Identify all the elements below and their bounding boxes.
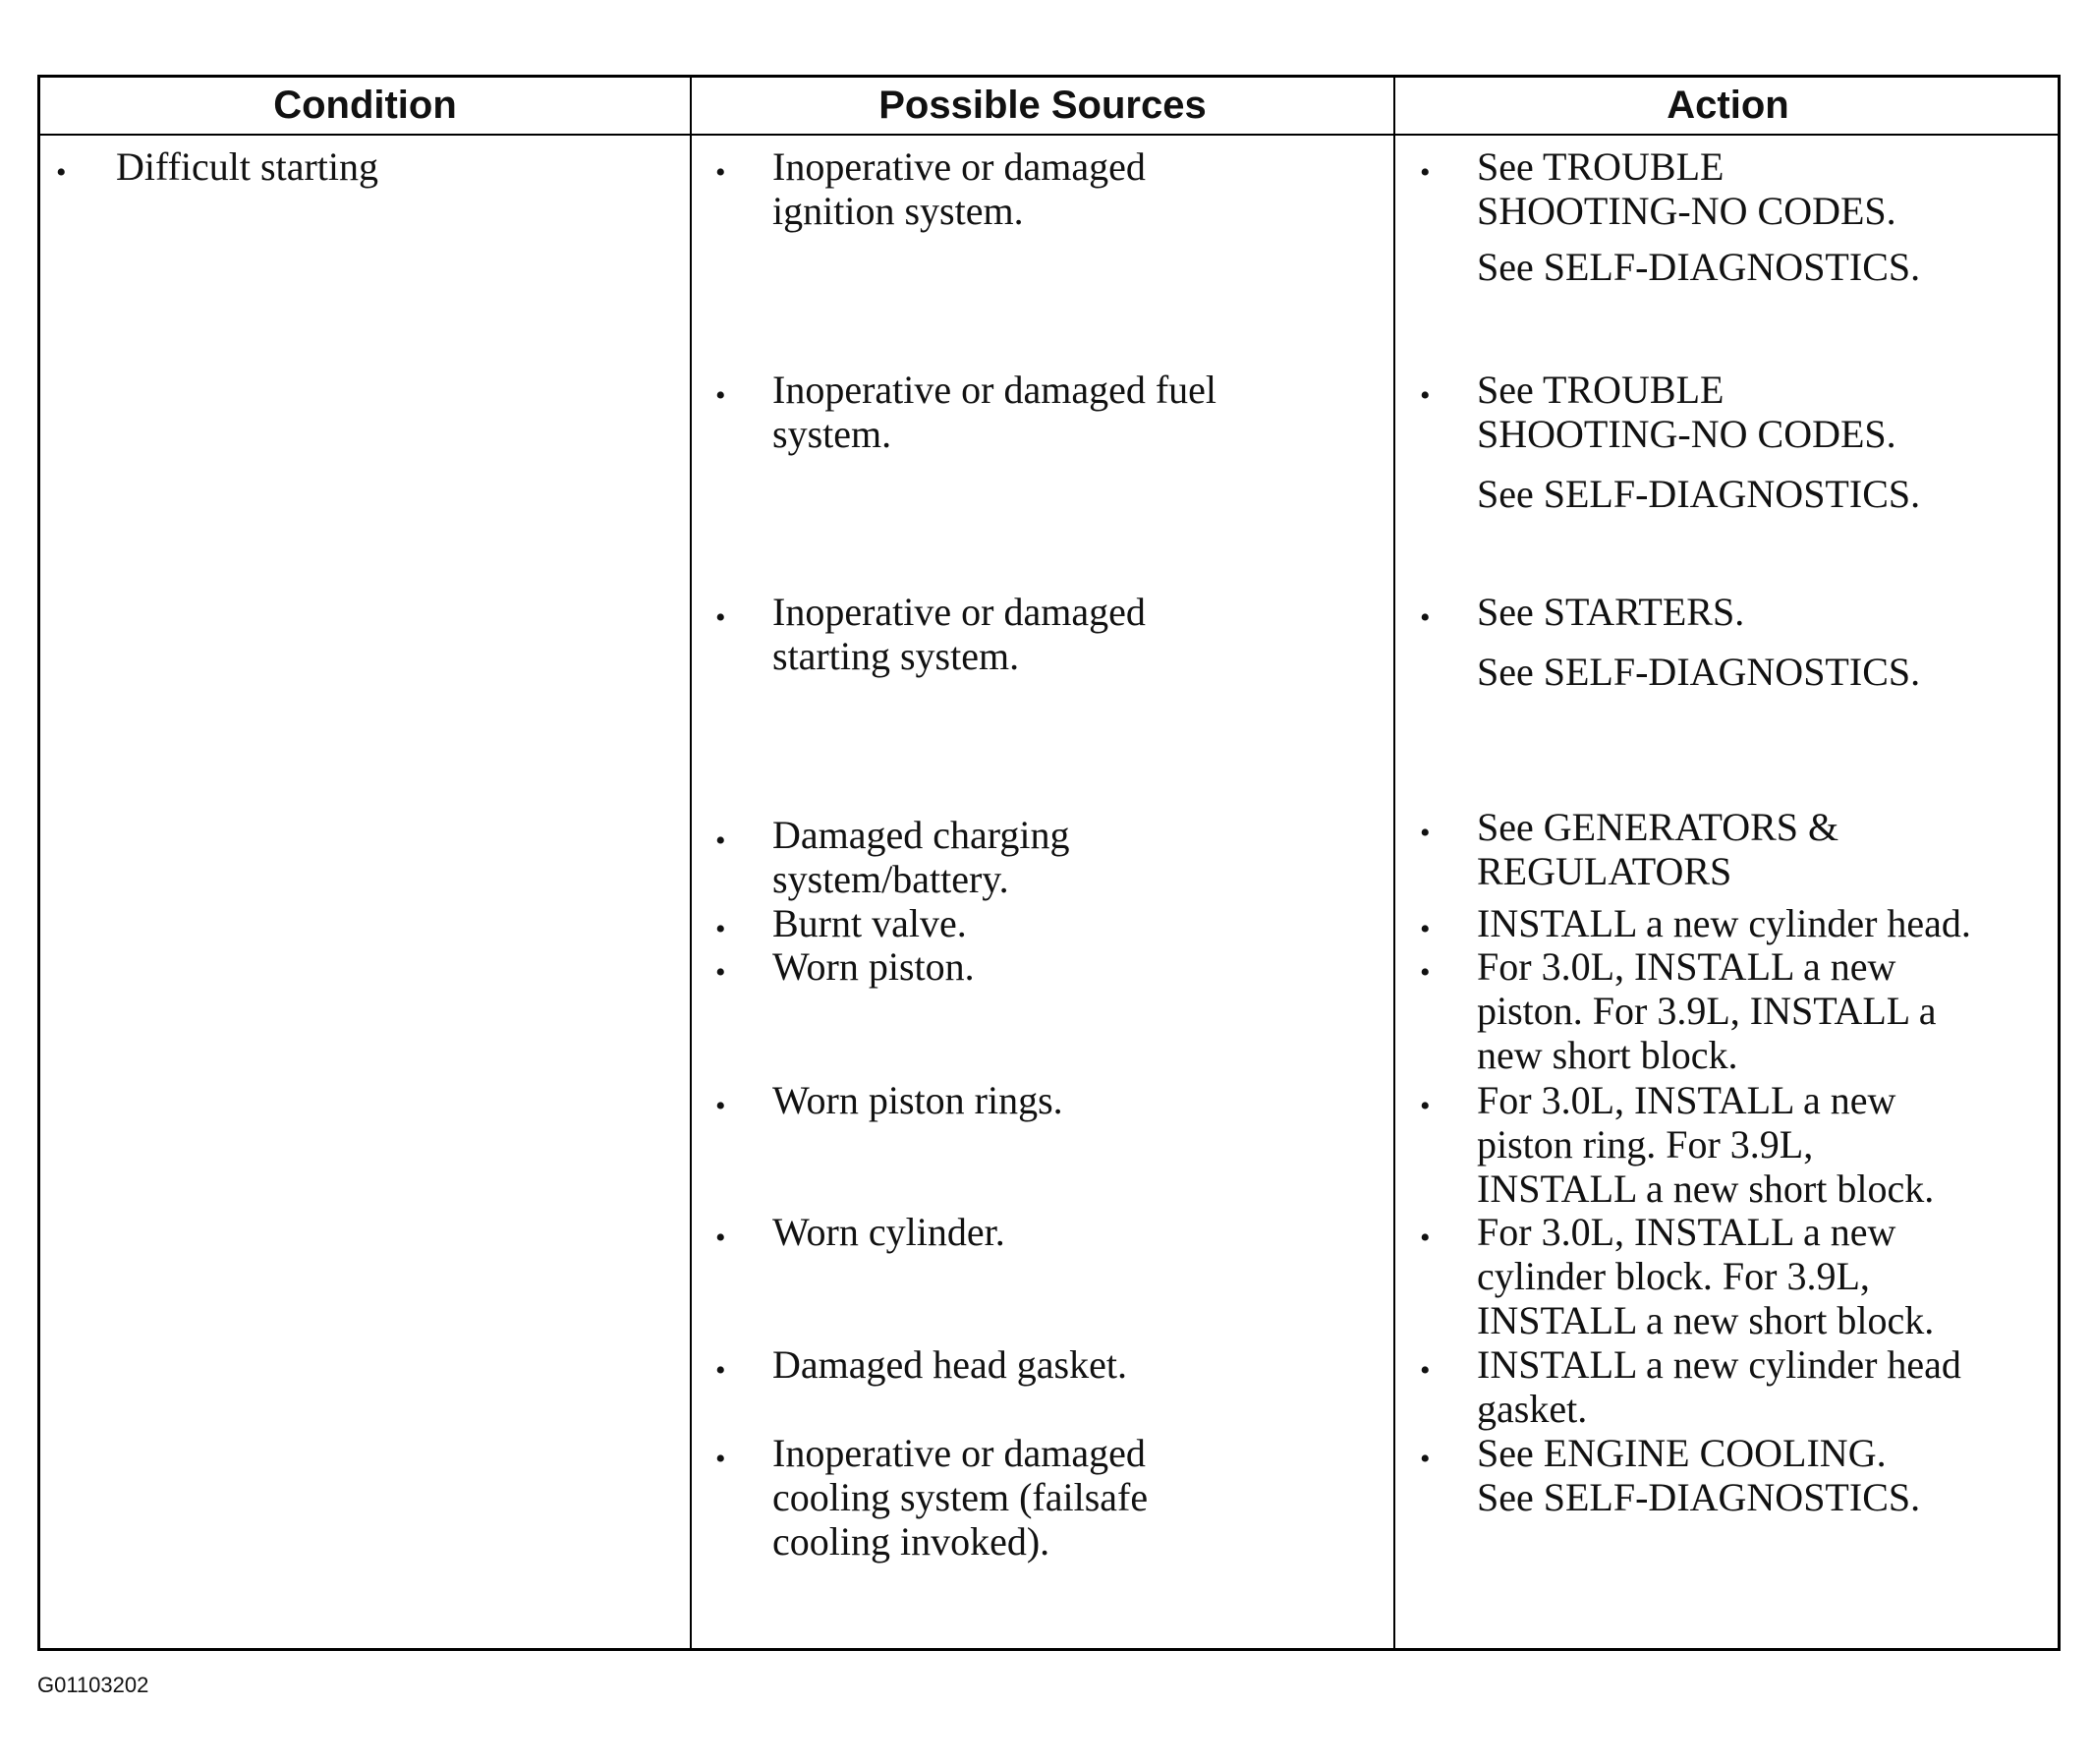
source-line: Worn cylinder.: [772, 1210, 1005, 1254]
source-item: [772, 1342, 1127, 1387]
source-bullet: •: [715, 156, 726, 189]
action-line: SHOOTING-NO CODES.: [1477, 189, 1896, 233]
source-line: Worn piston.: [772, 944, 975, 989]
action-bullet: •: [1420, 956, 1431, 989]
column-divider-1: [690, 78, 692, 1648]
source-bullet: •: [715, 1090, 726, 1122]
header-condition: Condition: [273, 84, 457, 127]
action-line: See TROUBLE: [1477, 368, 1724, 412]
header-divider: [40, 134, 2058, 136]
condition-bullet: •: [56, 156, 67, 189]
action-line: For 3.0L, INSTALL a new: [1477, 1210, 1896, 1254]
source-line: Worn piston rings.: [772, 1078, 1063, 1122]
source-line: Inoperative or damaged: [772, 144, 1146, 189]
source-bullet: •: [715, 956, 726, 989]
source-line: cooling invoked).: [772, 1519, 1050, 1564]
action-bullet: •: [1420, 913, 1431, 945]
source-bullet: •: [715, 913, 726, 945]
action-line: piston ring. For 3.9L,: [1477, 1122, 1814, 1167]
action-line: INSTALL a new cylinder head.: [1477, 901, 1971, 945]
action-item: [1477, 1431, 1920, 1519]
action-line: SHOOTING-NO CODES.: [1477, 412, 1896, 456]
action-item: [1477, 590, 1920, 694]
source-line: Inoperative or damaged: [772, 590, 1146, 634]
figure-code: G01103202: [37, 1673, 149, 1697]
source-bullet: •: [715, 601, 726, 634]
source-line: cooling system (failsafe: [772, 1475, 1149, 1519]
action-bullet: •: [1420, 156, 1431, 189]
source-item: [772, 590, 1146, 678]
source-item: [772, 368, 1216, 456]
source-line: Damaged charging: [772, 813, 1070, 857]
action-line: piston. For 3.9L, INSTALL a: [1477, 989, 1937, 1033]
source-item: [772, 901, 967, 945]
action-line: new short block.: [1477, 1033, 1738, 1077]
action-line: See SELF-DIAGNOSTICS.: [1477, 245, 1921, 289]
header-possible-sources: Possible Sources: [878, 84, 1207, 127]
source-bullet: •: [715, 825, 726, 857]
action-line: See SELF-DIAGNOSTICS.: [1477, 650, 1921, 694]
action-item: [1477, 805, 1838, 893]
source-bullet: •: [715, 1354, 726, 1387]
source-line: Inoperative or damaged fuel: [772, 368, 1217, 412]
action-line: See GENERATORS &: [1477, 805, 1839, 849]
source-bullet: •: [715, 1443, 726, 1475]
action-line: REGULATORS: [1477, 849, 1732, 893]
action-item: [1477, 1078, 1934, 1211]
action-bullet: •: [1420, 817, 1431, 849]
action-line: See TROUBLE: [1477, 144, 1724, 189]
action-line: See STARTERS.: [1477, 590, 1745, 634]
action-line: For 3.0L, INSTALL a new: [1477, 1078, 1896, 1122]
source-item: [772, 1210, 1005, 1254]
action-item: [1477, 144, 1920, 289]
action-item: [1477, 1210, 1934, 1342]
action-bullet: •: [1420, 601, 1431, 634]
action-line: See SELF-DIAGNOSTICS.: [1477, 472, 1921, 516]
source-bullet: •: [715, 379, 726, 412]
action-line: cylinder block. For 3.9L,: [1477, 1254, 1870, 1298]
action-bullet: •: [1420, 1443, 1431, 1475]
source-line: starting system.: [772, 634, 1020, 678]
action-item: [1477, 1342, 1961, 1431]
action-line: INSTALL a new short block.: [1477, 1167, 1935, 1211]
source-line: ignition system.: [772, 189, 1024, 233]
action-line: See SELF-DIAGNOSTICS.: [1477, 1475, 1921, 1519]
source-item: [772, 1078, 1063, 1122]
action-item: [1477, 368, 1920, 516]
action-bullet: •: [1420, 1222, 1431, 1254]
source-item: [772, 813, 1069, 901]
action-item: [1477, 944, 1937, 1077]
action-bullet: •: [1420, 1090, 1431, 1122]
source-bullet: •: [715, 1222, 726, 1254]
condition-text: Difficult starting: [116, 144, 378, 189]
action-line: See ENGINE COOLING.: [1477, 1431, 1887, 1475]
action-bullet: •: [1420, 379, 1431, 412]
source-line: system/battery.: [772, 857, 1009, 901]
source-item: [772, 1431, 1148, 1564]
action-line: INSTALL a new short block.: [1477, 1298, 1935, 1342]
action-line: INSTALL a new cylinder head: [1477, 1342, 1961, 1387]
diagnostic-table: [37, 75, 2061, 1651]
source-item: [772, 144, 1146, 233]
source-line: Inoperative or damaged: [772, 1431, 1146, 1475]
source-line: Damaged head gasket.: [772, 1342, 1127, 1387]
source-line: system.: [772, 412, 892, 456]
column-divider-2: [1393, 78, 1395, 1648]
action-bullet: •: [1420, 1354, 1431, 1387]
action-item: [1477, 901, 1971, 945]
action-line: For 3.0L, INSTALL a new: [1477, 944, 1896, 989]
header-action: Action: [1667, 84, 1789, 127]
source-item: [772, 944, 975, 989]
action-line: gasket.: [1477, 1387, 1588, 1431]
source-line: Burnt valve.: [772, 901, 967, 945]
